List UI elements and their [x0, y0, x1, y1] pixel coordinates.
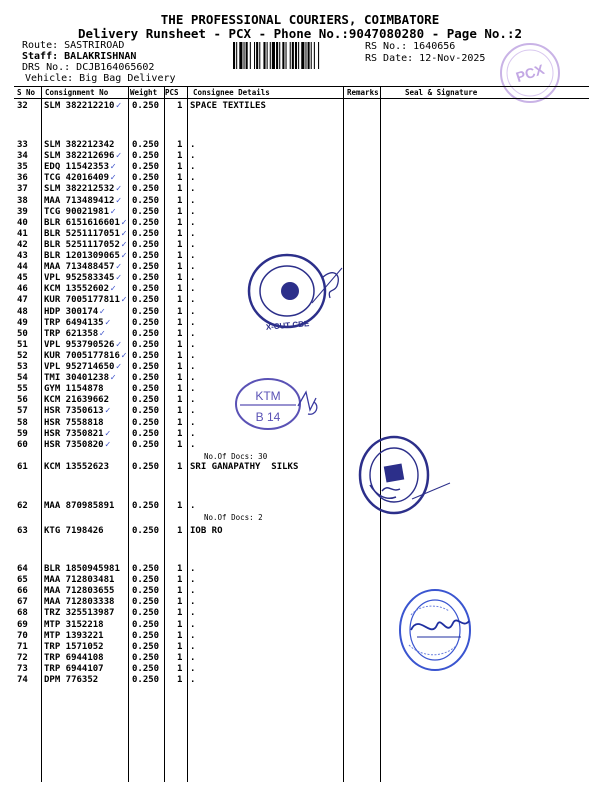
weight-value: 0.250	[132, 428, 160, 439]
table-row	[0, 675, 600, 686]
consignment-number: SLM 382212342	[44, 140, 115, 150]
pieces-count: 1	[177, 273, 183, 284]
pieces-count: 1	[177, 339, 183, 350]
consignment-number: TRP 6494135	[44, 317, 104, 328]
consignee-name: .	[190, 663, 196, 674]
weight-value: 0.250	[132, 262, 160, 273]
vehicle-text: Vehicle: Big Bag Delivery	[25, 73, 176, 84]
table-row	[0, 362, 600, 373]
table-row	[0, 184, 600, 195]
consignee-name: .	[190, 608, 196, 619]
consignment-number: KCM 13552602	[44, 284, 110, 295]
check-mark-icon: ✓	[104, 439, 111, 450]
serial-number: 37	[17, 184, 28, 195]
serial-number: 36	[17, 173, 28, 184]
consignee-name: .	[190, 317, 196, 328]
svg-text:PCX: PCX	[513, 60, 547, 86]
weight-value: 0.250	[132, 462, 160, 472]
pieces-count: 1	[177, 630, 183, 641]
consignment-number: TRP 621358	[44, 328, 99, 339]
weight-value: 0.250	[132, 206, 160, 217]
table-row	[0, 620, 600, 631]
consignment-number: HSR 7350613	[44, 406, 104, 417]
consignee-name: .	[190, 630, 196, 641]
pieces-count: 1	[177, 586, 183, 597]
check-mark-icon: ✓	[121, 350, 127, 361]
serial-number: 34	[17, 151, 28, 162]
weight-value: 0.250	[132, 362, 160, 372]
weight-value: 0.250	[132, 140, 160, 150]
check-mark-icon: ✓	[110, 373, 116, 384]
table-row	[0, 575, 600, 586]
pieces-count: 1	[177, 350, 183, 361]
pieces-count: 1	[177, 295, 183, 306]
weight-value: 0.250	[132, 284, 160, 295]
check-mark-icon: ✓	[115, 151, 122, 162]
consignment-number: TCG 90021981	[44, 206, 110, 217]
consignee-name: .	[190, 295, 196, 306]
table-row	[0, 608, 600, 619]
check-mark-icon: ✓	[99, 328, 105, 339]
doc-count-note: No.Of Docs: 2	[204, 513, 263, 522]
serial-number: 40	[17, 217, 28, 228]
check-mark-icon: ✓	[121, 239, 127, 250]
weight-value: 0.250	[132, 173, 160, 184]
weight-value: 0.250	[132, 501, 160, 511]
consignee-name: .	[190, 151, 196, 162]
consignee-name: .	[190, 586, 196, 597]
weight-value: 0.250	[132, 608, 160, 619]
table-row	[0, 101, 600, 112]
serial-number: 60	[17, 439, 28, 450]
check-mark-icon: ✓	[115, 184, 122, 195]
consignee-name: SRI GANAPATHY SILKS	[190, 462, 299, 472]
table-header-bottom-border	[14, 98, 589, 99]
weight-value: 0.250	[132, 306, 160, 317]
consignee-name: .	[190, 564, 196, 574]
table-row	[0, 229, 600, 240]
col-weight: Weight	[130, 88, 158, 97]
consignment-number: MTP 1393221	[44, 630, 104, 641]
company-round-stamp	[352, 433, 452, 523]
serial-number: 56	[17, 395, 28, 406]
col-remarks: Remarks	[347, 88, 379, 97]
weight-value: 0.250	[132, 417, 160, 428]
check-mark-icon: ✓	[115, 273, 122, 284]
pieces-count: 1	[177, 501, 183, 511]
svg-text:KTM: KTM	[255, 389, 281, 403]
consignee-name: .	[190, 417, 196, 428]
weight-value: 0.250	[132, 184, 160, 195]
pieces-count: 1	[177, 251, 183, 261]
runsheet-subtitle: Delivery Runsheet - PCX - Phone No.:9047080280 - Page No.:2	[77, 26, 522, 41]
consignment-number: BLR 1850945981	[44, 564, 120, 574]
ktm-b14-stamp	[232, 376, 332, 436]
table-row	[0, 151, 600, 162]
consignment-number: KUR 7005177816	[44, 350, 120, 361]
table-row	[0, 440, 600, 451]
serial-number: 35	[17, 162, 28, 173]
pieces-count: 1	[177, 306, 183, 317]
serial-number: 51	[17, 339, 28, 350]
consignee-name: .	[190, 619, 196, 630]
table-row	[0, 207, 600, 218]
consignment-number: TRZ 325513987	[44, 608, 115, 619]
consignment-number: MAA 713488457	[44, 262, 115, 273]
serial-number: 74	[17, 675, 28, 685]
weight-value: 0.250	[132, 597, 160, 608]
weight-value: 0.250	[132, 564, 160, 574]
table-row	[0, 351, 600, 362]
pcx-seal-stamp	[497, 40, 563, 106]
consignee-name: .	[190, 652, 196, 663]
consignment-number: VPL 953790526	[44, 339, 115, 350]
pieces-count: 1	[177, 462, 183, 472]
col-sno: S No	[17, 88, 36, 97]
serial-number: 65	[17, 575, 28, 586]
pieces-count: 1	[177, 384, 183, 395]
consignee-name: .	[190, 428, 196, 439]
consignment-number: BLR 6151616601	[44, 217, 120, 228]
weight-value: 0.250	[132, 439, 160, 450]
consignment-number: TMI 30401238	[44, 373, 110, 384]
weight-value: 0.250	[132, 586, 160, 597]
weight-value: 0.250	[132, 317, 160, 328]
serial-number: 54	[17, 373, 28, 384]
pieces-count: 1	[177, 608, 183, 619]
consignee-name: .	[190, 306, 196, 317]
table-row	[0, 501, 600, 512]
consignment-number: EDQ 11542353	[44, 162, 110, 173]
weight-value: 0.250	[132, 151, 160, 162]
svg-text:B 14: B 14	[255, 410, 281, 424]
check-mark-icon: ✓	[115, 262, 122, 273]
pieces-count: 1	[177, 239, 183, 250]
weight-value: 0.250	[132, 273, 160, 284]
drs-number: DRS No.: DCJB164065602	[22, 62, 155, 73]
serial-number: 45	[17, 273, 28, 284]
table-row	[0, 564, 600, 575]
serial-number: 58	[17, 417, 28, 428]
pieces-count: 1	[177, 619, 183, 630]
consignment-number: MAA 712803481	[44, 575, 115, 586]
round-seal-stamp	[242, 248, 352, 338]
consignee-name: .	[190, 251, 196, 261]
consignee-name: .	[190, 395, 196, 406]
check-mark-icon: ✓	[99, 306, 105, 317]
consignment-number: TRP 1571052	[44, 641, 104, 652]
consignment-number: HDP 300174	[44, 306, 99, 317]
serial-number: 57	[17, 406, 28, 417]
weight-value: 0.250	[132, 406, 160, 417]
weight-value: 0.250	[132, 295, 160, 306]
serial-number: 48	[17, 306, 28, 317]
table-row	[0, 664, 600, 675]
weight-value: 0.250	[132, 328, 160, 339]
serial-number: 66	[17, 586, 28, 597]
serial-number: 50	[17, 328, 28, 339]
consignment-number: HSR 7350820	[44, 439, 104, 450]
pieces-count: 1	[177, 663, 183, 674]
pieces-count: 1	[177, 526, 183, 536]
weight-value: 0.250	[132, 350, 160, 361]
serial-number: 64	[17, 564, 28, 574]
consignee-name: .	[190, 373, 196, 384]
consignment-number: SLM 382212532	[44, 184, 115, 195]
svg-text:X-CUT CBE: X-CUT CBE	[265, 319, 310, 332]
weight-value: 0.250	[132, 675, 160, 685]
pieces-count: 1	[177, 395, 183, 406]
serial-number: 55	[17, 384, 28, 395]
consignee-name: .	[190, 228, 196, 239]
pieces-count: 1	[177, 652, 183, 663]
consignee-name: .	[190, 262, 196, 273]
consignee-name: .	[190, 273, 196, 284]
check-mark-icon: ✓	[110, 206, 116, 217]
consignee-name: .	[190, 206, 196, 217]
serial-number: 62	[17, 501, 28, 511]
consignee-name: .	[190, 140, 196, 150]
serial-number: 73	[17, 663, 28, 674]
check-mark-icon: ✓	[104, 317, 111, 328]
consignment-number: GYM 1154878	[44, 384, 104, 395]
table-row	[0, 140, 600, 151]
serial-number: 70	[17, 630, 28, 641]
check-mark-icon: ✓	[115, 101, 122, 111]
table-row	[0, 586, 600, 597]
pieces-count: 1	[177, 439, 183, 450]
consignment-number: HSR 7558818	[44, 417, 104, 428]
check-mark-icon: ✓	[110, 284, 116, 295]
consignee-name: .	[190, 362, 196, 372]
serial-number: 59	[17, 428, 28, 439]
serial-number: 32	[17, 101, 28, 111]
consignment-number: TCG 42016409	[44, 173, 110, 184]
pieces-count: 1	[177, 373, 183, 384]
pieces-count: 1	[177, 362, 183, 372]
weight-value: 0.250	[132, 228, 160, 239]
staff-text: Staff: BALAKRISHNAN	[22, 51, 137, 62]
check-mark-icon: ✓	[121, 251, 127, 261]
consignment-number: HSR 7350821	[44, 428, 104, 439]
consignment-number: VPL 952714650	[44, 362, 115, 372]
weight-value: 0.250	[132, 384, 160, 395]
weight-value: 0.250	[132, 663, 160, 674]
pieces-count: 1	[177, 641, 183, 652]
consignment-number: TRP 6944108	[44, 652, 104, 663]
check-mark-icon: ✓	[110, 162, 116, 173]
pieces-count: 1	[177, 675, 183, 685]
check-mark-icon: ✓	[110, 173, 116, 184]
consignment-number: BLR 1201309065	[44, 251, 120, 261]
consignee-name: .	[190, 173, 196, 184]
table-row	[0, 173, 600, 184]
consignee-name: .	[190, 239, 196, 250]
weight-value: 0.250	[132, 373, 160, 384]
serial-number: 69	[17, 619, 28, 630]
weight-value: 0.250	[132, 395, 160, 406]
serial-number: 63	[17, 526, 28, 536]
consignee-name: .	[190, 406, 196, 417]
pieces-count: 1	[177, 101, 183, 111]
rs-number: RS No.: 1640656	[365, 41, 456, 52]
weight-value: 0.250	[132, 630, 160, 641]
serial-number: 53	[17, 362, 28, 372]
serial-number: 39	[17, 206, 28, 217]
weight-value: 0.250	[132, 641, 160, 652]
table-row	[0, 642, 600, 653]
col-seal-signature: Seal & Signature	[405, 88, 478, 97]
barcode	[233, 42, 361, 69]
col-pcs: PCS	[165, 88, 179, 97]
serial-number: 72	[17, 652, 28, 663]
consignment-number: KUR 7005177811	[44, 295, 120, 306]
consignee-name: .	[190, 597, 196, 608]
weight-value: 0.250	[132, 195, 160, 206]
pieces-count: 1	[177, 195, 183, 206]
pieces-count: 1	[177, 173, 183, 184]
consignment-number: VPL 952583345	[44, 273, 115, 284]
weight-value: 0.250	[132, 239, 160, 250]
consignment-number: MAA 712803338	[44, 597, 115, 608]
check-mark-icon: ✓	[115, 195, 122, 206]
pieces-count: 1	[177, 564, 183, 574]
pieces-count: 1	[177, 284, 183, 295]
consignment-number: KTG 7198426	[44, 526, 104, 536]
check-mark-icon: ✓	[104, 406, 111, 417]
consignee-name: .	[190, 184, 196, 195]
check-mark-icon: ✓	[104, 428, 111, 439]
consignee-name: .	[190, 439, 196, 450]
consignee-name: .	[190, 339, 196, 350]
consignee-name: .	[190, 575, 196, 586]
weight-value: 0.250	[132, 526, 160, 536]
check-mark-icon: ✓	[115, 362, 122, 372]
bank-seal-signature-stamp	[397, 585, 477, 675]
weight-value: 0.250	[132, 619, 160, 630]
consignment-number: SLM 382212210	[44, 101, 115, 111]
consignment-number: SLM 382212696	[44, 151, 115, 162]
consignment-number: TRP 6944107	[44, 663, 104, 674]
pieces-count: 1	[177, 317, 183, 328]
col-consignee: Consignee Details	[193, 88, 270, 97]
serial-number: 42	[17, 239, 28, 250]
table-header-top-border	[14, 86, 589, 87]
serial-number: 47	[17, 295, 28, 306]
pieces-count: 1	[177, 140, 183, 150]
pieces-count: 1	[177, 328, 183, 339]
consignee-name: .	[190, 350, 196, 361]
table-row	[0, 462, 600, 473]
table-row	[0, 597, 600, 608]
serial-number: 46	[17, 284, 28, 295]
table-row	[0, 653, 600, 664]
pieces-count: 1	[177, 262, 183, 273]
table-row	[0, 340, 600, 351]
serial-number: 33	[17, 140, 28, 150]
pieces-count: 1	[177, 597, 183, 608]
pieces-count: 1	[177, 575, 183, 586]
pieces-count: 1	[177, 228, 183, 239]
consignee-name: SPACE TEXTILES	[190, 101, 266, 111]
rs-date: RS Date: 12-Nov-2025	[365, 53, 486, 64]
pieces-count: 1	[177, 184, 183, 195]
table-row	[0, 218, 600, 229]
serial-number: 38	[17, 195, 28, 206]
route-text: Route: SASTRIROAD	[22, 40, 125, 51]
serial-number: 44	[17, 262, 28, 273]
serial-number: 67	[17, 597, 28, 608]
table-row	[0, 526, 600, 537]
consignment-number: BLR 5251117052	[44, 239, 120, 250]
consignment-number: KCM 13552623	[44, 462, 110, 472]
consignee-name: .	[190, 641, 196, 652]
weight-value: 0.250	[132, 162, 160, 173]
pieces-count: 1	[177, 151, 183, 162]
pieces-count: 1	[177, 417, 183, 428]
consignment-number: DPM 776352	[44, 675, 99, 685]
consignee-name: .	[190, 162, 196, 173]
doc-count-note: No.Of Docs: 30	[204, 452, 268, 461]
weight-value: 0.250	[132, 339, 160, 350]
consignment-number: MAA 713489412	[44, 195, 115, 206]
check-mark-icon: ✓	[115, 339, 122, 350]
consignment-number: MAA 712803655	[44, 586, 115, 597]
table-row	[0, 196, 600, 207]
consignee-name: .	[190, 195, 196, 206]
serial-number: 41	[17, 228, 28, 239]
pieces-count: 1	[177, 206, 183, 217]
serial-number: 71	[17, 641, 28, 652]
consignee-name: .	[190, 328, 196, 339]
table-row	[0, 162, 600, 173]
company-title: THE PROFESSIONAL COURIERS, COIMBATORE	[160, 12, 440, 27]
check-mark-icon: ✓	[121, 295, 127, 306]
consignment-number: KCM 21639662	[44, 395, 110, 406]
consignment-number: MTP 3152218	[44, 619, 104, 630]
serial-number: 49	[17, 317, 28, 328]
weight-value: 0.250	[132, 575, 160, 586]
serial-number: 68	[17, 608, 28, 619]
table-row	[0, 631, 600, 642]
serial-number: 43	[17, 251, 28, 261]
serial-number: 52	[17, 350, 28, 361]
consignee-name: .	[190, 384, 196, 395]
consignee-name: IOB RO	[190, 526, 223, 536]
pieces-count: 1	[177, 162, 183, 173]
pieces-count: 1	[177, 217, 183, 228]
col-consignment: Consignment No	[45, 88, 109, 97]
consignee-name: .	[190, 284, 196, 295]
weight-value: 0.250	[132, 251, 160, 261]
serial-number: 61	[17, 462, 28, 472]
consignee-name: .	[190, 675, 196, 685]
weight-value: 0.250	[132, 101, 160, 111]
weight-value: 0.250	[132, 652, 160, 663]
check-mark-icon: ✓	[121, 228, 127, 239]
pieces-count: 1	[177, 406, 183, 417]
pieces-count: 1	[177, 428, 183, 439]
weight-value: 0.250	[132, 217, 160, 228]
consignment-number: BLR 5251117051	[44, 228, 120, 239]
check-mark-icon: ✓	[121, 217, 127, 228]
consignee-name: .	[190, 501, 196, 511]
consignee-name: .	[190, 217, 196, 228]
consignment-number: MAA 870985891	[44, 501, 115, 511]
